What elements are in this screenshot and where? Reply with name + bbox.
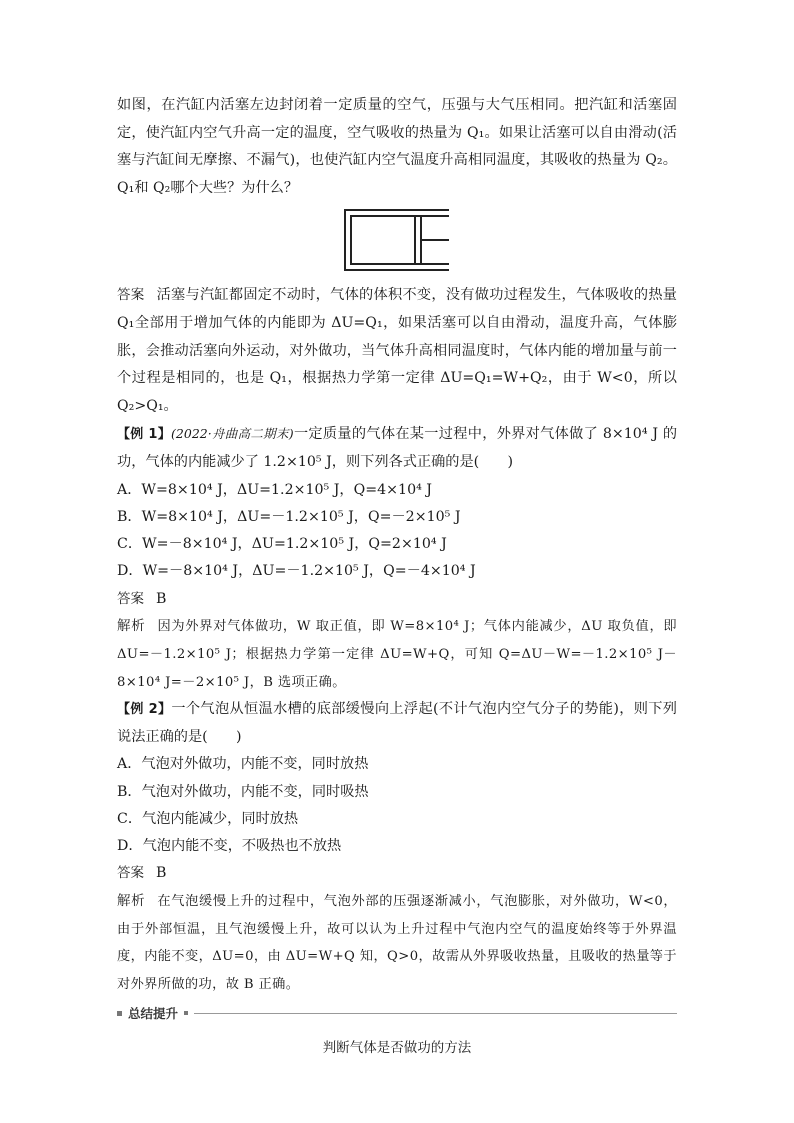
example1-answer-value: B bbox=[156, 590, 167, 607]
example2-answer-label: 答案 bbox=[117, 865, 144, 882]
example2-option-c: C．气泡内能减少，同时放热 bbox=[117, 810, 299, 827]
example1-explanation-text: 因为外界对气体做功，W 取正值，即 W=8×10⁴ J；气体内能减少，ΔU 取负值，即 ΔU=－1.2×10⁵ J；根据热力学第一定律 ΔU=W+Q，可知 Q=ΔU－W=－1.2×10⁵ J－8×10⁴ J=－2×10⁵ J，B 选项正确。 bbox=[117, 619, 677, 690]
question-answer bbox=[117, 282, 677, 420]
example2-option-a: A．气泡对外做功，内能不变，同时放热 bbox=[117, 756, 369, 773]
square-bullet-icon bbox=[184, 1011, 188, 1015]
example2-option-b: B．气泡对外做功，内能不变，同时吸热 bbox=[117, 783, 369, 800]
cylinder-piston-diagram bbox=[343, 208, 451, 272]
summary-subtitle: 判断气体是否做功的方法 bbox=[322, 1040, 472, 1057]
square-bullet-icon bbox=[117, 1011, 122, 1016]
example1-stem bbox=[117, 420, 677, 476]
example2-option-d: D．气泡内能不变，不吸热也不放热 bbox=[117, 838, 342, 855]
example1-answer-label: 答案 bbox=[117, 590, 144, 607]
example1-option-c: C．W=－8×10⁴ J，ΔU=1.2×10⁵ J，Q=2×10⁴ J bbox=[117, 536, 447, 553]
example2-explanation bbox=[117, 888, 677, 998]
answer-text: 活塞与汽缸都固定不动时，气体的体积不变，没有做功过程发生，气体吸收的热量 Q₁全部用于增加气体的内能即为 ΔU=Q₁，如果活塞可以自由滑动，温度升高，气体膨胀，会推动活塞向外运动，对外做功，当气体升高相同温度时，气体内能的增加量与前一个过程是相同的，也是 Q₁，根据热力学第一定律 ΔU=Q₁=W+Q₂，由于 W<0，所以 Q₂>Q₁。 bbox=[117, 287, 677, 414]
divider-line bbox=[194, 1013, 677, 1014]
example2-explanation-label: 解析 bbox=[117, 893, 146, 910]
example2-stem bbox=[117, 696, 677, 751]
example1-label: 【例 1】 bbox=[117, 427, 172, 443]
example1-stem-text: 一定质量的气体在某一过程中，外界对气体做了 8×10⁴ J 的功，气体的内能减少了 1.2×10⁵ J，则下列各式正确的是( ) bbox=[117, 426, 678, 470]
example1-answer bbox=[117, 586, 677, 614]
summary-divider bbox=[117, 1004, 677, 1022]
example1-explanation-label: 解析 bbox=[117, 618, 146, 635]
document-page bbox=[117, 92, 677, 1056]
example2-stem-text: 一个气泡从恒温水槽的底部缓慢向上浮起(不计气泡内空气分子的势能)，则下列说法正确的是( ) bbox=[117, 701, 677, 745]
example1-option-d: D．W=－8×10⁴ J，ΔU=－1.2×10⁵ J，Q=－4×10⁴ J bbox=[117, 563, 476, 580]
cylinder-figure bbox=[117, 202, 677, 282]
example2-answer-value: B bbox=[156, 865, 167, 882]
example2-label: 【例 2】 bbox=[117, 702, 172, 718]
example2-explanation-text: 在气泡缓慢上升的过程中，气泡外部的压强逐渐减小，气泡膨胀，对外做功，W<0，由于外部恒温，且气泡缓慢上升，故可以认为上升过程中气泡内空气的温度始终等于外界温度，内能不变，ΔU=0，由 ΔU=W+Q 知，Q>0，故需从外界吸收热量，且吸收的热量等于对外界所做的功，故 B 正确。 bbox=[117, 894, 677, 992]
example1-source: (2022·舟曲高二期末) bbox=[171, 426, 294, 442]
example2-answer bbox=[117, 860, 677, 888]
answer-label: 答案 bbox=[117, 287, 145, 304]
example1-option-a: A．W=8×10⁴ J，ΔU=1.2×10⁵ J，Q=4×10⁴ J bbox=[117, 481, 432, 498]
example1-option-b: B．W=8×10⁴ J，ΔU=－1.2×10⁵ J，Q=－2×10⁵ J bbox=[117, 508, 461, 525]
example1-explanation bbox=[117, 613, 677, 696]
question-text: 如图，在汽缸内活塞左边封闭着一定质量的空气，压强与大气压相同。把汽缸和活塞固定，使汽缸内空气升高一定的温度，空气吸收的热量为 Q₁。如果让活塞可以自由滑动(活塞与汽缸间无摩擦、不漏气)，也使汽缸内空气温度升高相同温度，其吸收的热量为 Q₂。Q₁和 Q₂哪个大些？为什么？ bbox=[117, 97, 677, 196]
summary-label: 总结提升 bbox=[128, 1006, 179, 1022]
